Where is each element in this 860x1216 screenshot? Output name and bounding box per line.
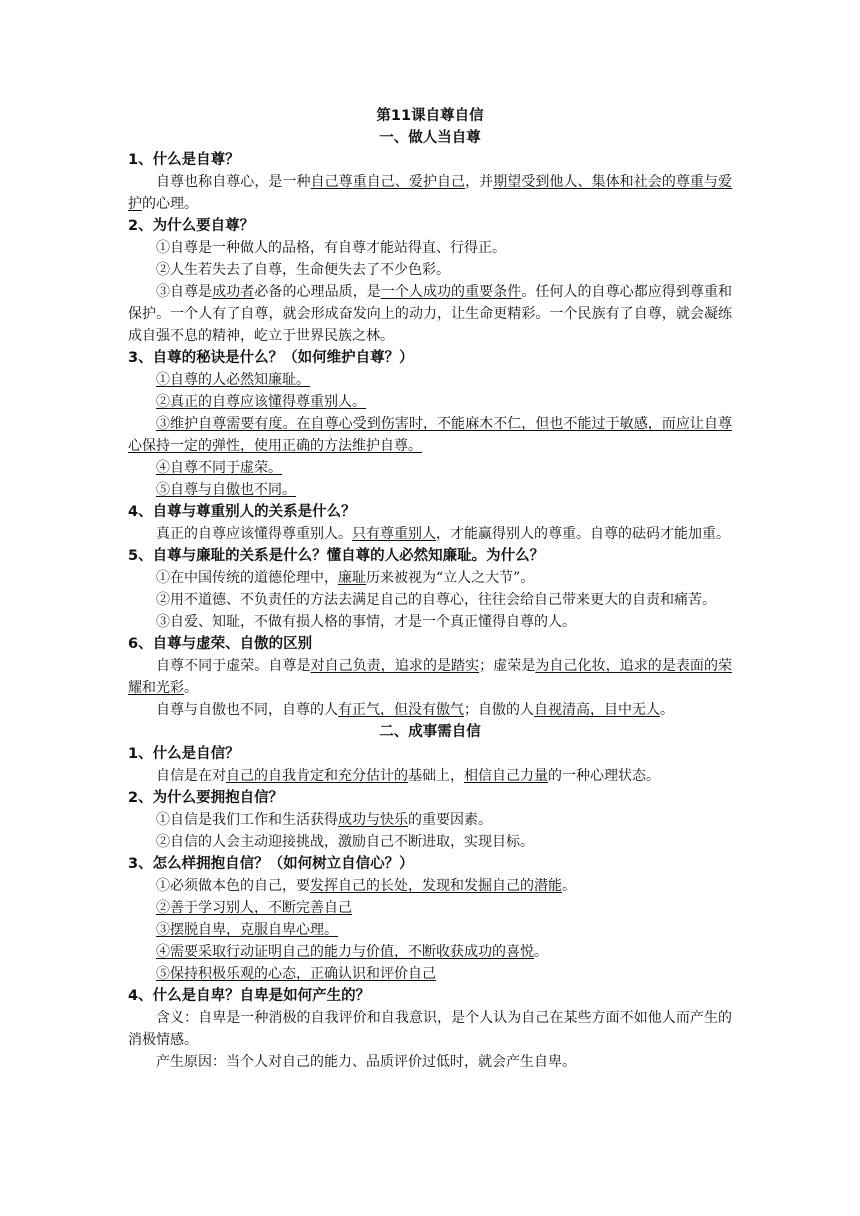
text-segment: 自尊不同于虚荣。自尊是 xyxy=(156,658,311,674)
question-heading: 2、为什么要拥抱自信？ xyxy=(128,790,284,806)
underlined-key-phrase: ⑤保持积极乐观的心态，正确认识和评价自己 xyxy=(156,966,436,982)
text-segment: ②自信的人会主动迎接挑战，激励自己不断进取，实现目标。 xyxy=(156,834,534,850)
answer-paragraph xyxy=(128,875,732,897)
text-segment: 基础上， xyxy=(408,768,464,784)
question-heading: 5、自尊与廉耻的关系是什么？懂自尊的人必然知廉耻。为什么？ xyxy=(128,548,545,564)
question-heading: 2、为什么要自尊？ xyxy=(128,218,255,234)
underlined-key-phrase: ③摆脱自卑，克服自卑心理。 xyxy=(156,922,338,938)
answer-paragraph xyxy=(128,171,732,215)
question-heading: 3、怎么样拥抱自信？（如何树立自信心？） xyxy=(128,856,414,872)
underlined-key-phrase: 对自己负责，追求的是踏实 xyxy=(310,658,480,674)
underlined-key-phrase: 自己的自我肯定和充分估计的 xyxy=(226,768,408,784)
answer-paragraph xyxy=(128,567,732,589)
underlined-key-phrase: ③维护自尊需要有度。在自尊心受到伤害时，不能麻木不仁，但也不能过于敏感，而应让自尊心保持一定的弹性，使用正确的方法维护自尊。 xyxy=(128,416,732,454)
answer-paragraph xyxy=(128,897,732,919)
underlined-key-phrase: 廉耻 xyxy=(338,570,366,586)
question-heading: 4、什么是自卑？自卑是如何产生的？ xyxy=(128,988,371,1004)
text-segment: 真正的自尊应该懂得尊重别人。 xyxy=(156,526,352,542)
document-body xyxy=(128,105,732,1073)
text-segment: 。 xyxy=(562,878,576,894)
answer-paragraph xyxy=(128,281,732,347)
text-segment: 。 xyxy=(660,702,674,718)
answer-paragraph xyxy=(128,699,732,721)
question-heading: 4、自尊与尊重别人的关系是什么？ xyxy=(128,504,356,520)
answer-paragraph xyxy=(128,765,732,787)
question-heading: 6、自尊与虚荣、自傲的区别 xyxy=(128,636,313,652)
text-segment: 。任何人的自尊心都应得到尊重和保护。一个人有了自尊，就会形成奋发向上的动力，让生命更精彩。一个民族有了自尊，就会凝练成自强不息的精神，屹立于世界民族之林。 xyxy=(128,284,733,344)
text-segment: ③自爱、知耻，不做有损人格的事情，才是一个真正懂得自尊的人。 xyxy=(156,614,576,630)
underlined-key-phrase: 成功与快乐 xyxy=(338,812,408,828)
text-segment: ；虚荣是 xyxy=(479,658,536,674)
text-segment: 产生原因：当个人对自己的能力、品质评价过低时，就会产生自卑。 xyxy=(156,1054,576,1070)
text-segment: ①必须做本色的自己，要 xyxy=(156,878,310,894)
text-segment: 含义：自卑是一种消极的自我评价和自我意识，是个人认为自己在某些方面不如他人而产生的消极情感。 xyxy=(128,1010,732,1048)
answer-paragraph xyxy=(128,1051,732,1073)
answer-paragraph xyxy=(128,523,732,545)
underlined-key-phrase: ④需要采取行动证明自己的能力与价值，不断收获成功的喜悦 xyxy=(156,944,534,960)
underlined-key-phrase: 期望受到他人、集体和社会的尊重与爱护 xyxy=(128,174,733,212)
text-segment: 。 xyxy=(534,944,548,960)
section-heading: 一、做人当自尊 xyxy=(379,130,481,146)
text-segment: 历来被视为“立人之大节”。 xyxy=(366,570,535,586)
underlined-key-phrase: ①自尊的人必然知廉耻。 xyxy=(156,372,310,388)
text-segment: 的重要因素。 xyxy=(408,812,492,828)
text-segment: ①在中国传统的道德伦理中， xyxy=(156,570,338,586)
answer-paragraph xyxy=(128,259,732,281)
answer-paragraph xyxy=(128,413,732,457)
question-heading: 3、自尊的秘诀是什么？（如何维护自尊？） xyxy=(128,350,414,366)
answer-paragraph xyxy=(128,457,732,479)
underlined-key-phrase: ⑤自尊与自傲也不同。 xyxy=(156,482,296,498)
text-segment: 的心理。 xyxy=(142,196,198,212)
underlined-key-phrase: 只有尊重别人 xyxy=(352,526,436,542)
answer-paragraph xyxy=(128,1007,732,1051)
text-segment: ，并 xyxy=(465,174,494,190)
underlined-key-phrase: ②善于学习别人，不断完善自己 xyxy=(156,900,352,916)
text-segment: 自尊也称自尊心，是一种 xyxy=(156,174,311,190)
underlined-key-phrase: 自己尊重自己、爱护自己 xyxy=(310,174,466,190)
question-heading: 1、什么是自信？ xyxy=(128,746,240,762)
section-heading: 二、成事需自信 xyxy=(379,724,481,740)
answer-paragraph xyxy=(128,963,732,985)
underlined-key-phrase: ④自尊不同于虚荣。 xyxy=(156,460,282,476)
underlined-key-phrase: 为自己化妆，追求的是表面的荣耀和光彩 xyxy=(128,658,733,696)
underlined-key-phrase: 成功者 xyxy=(212,284,255,300)
text-segment: 必备的心理品质，是 xyxy=(254,284,381,300)
answer-paragraph xyxy=(128,237,732,259)
underlined-key-phrase: ②真正的自尊应该懂得尊重别人。 xyxy=(156,394,366,410)
answer-paragraph xyxy=(128,611,732,633)
answer-paragraph xyxy=(128,919,732,941)
underlined-key-phrase: 有正气，但没有傲气 xyxy=(338,702,464,718)
underlined-key-phrase: 发挥自己的长处，发现和发掘自己的潜能 xyxy=(310,878,562,894)
underlined-key-phrase: 自视清高，目中无人 xyxy=(534,702,660,718)
answer-paragraph xyxy=(128,479,732,501)
page-title: 第11课自尊自信 xyxy=(376,108,484,124)
answer-paragraph xyxy=(128,589,732,611)
question-heading: 1、什么是自尊？ xyxy=(128,152,240,168)
answer-paragraph xyxy=(128,809,732,831)
answer-paragraph xyxy=(128,941,732,963)
text-segment: ②人生若失去了自尊，生命便失去了不少色彩。 xyxy=(156,262,450,278)
text-segment: ②用不道德、不负责任的方法去满足自己的自尊心，往往会给自己带来更大的自责和痛苦。 xyxy=(156,592,716,608)
text-segment: 自尊与自傲也不同，自尊的人 xyxy=(156,702,338,718)
text-segment: ；自傲的人 xyxy=(464,702,534,718)
text-segment: 的一种心理状态。 xyxy=(548,768,660,784)
underlined-key-phrase: 一个人成功的重要条件 xyxy=(380,284,522,300)
underlined-key-phrase: 相信自己力量 xyxy=(464,768,548,784)
answer-paragraph xyxy=(128,655,732,699)
text-segment: ③自尊是 xyxy=(156,284,213,300)
answer-paragraph xyxy=(128,391,732,413)
text-segment: ①自信是我们工作和生活获得 xyxy=(156,812,338,828)
answer-paragraph xyxy=(128,369,732,391)
text-segment: 。 xyxy=(184,680,198,696)
text-segment: ①自尊是一种做人的品格，有自尊才能站得直、行得正。 xyxy=(156,240,506,256)
text-segment: 自信是在对 xyxy=(156,768,226,784)
text-segment: ，才能赢得别人的尊重。自尊的砝码才能加重。 xyxy=(436,526,730,542)
answer-paragraph xyxy=(128,831,732,853)
